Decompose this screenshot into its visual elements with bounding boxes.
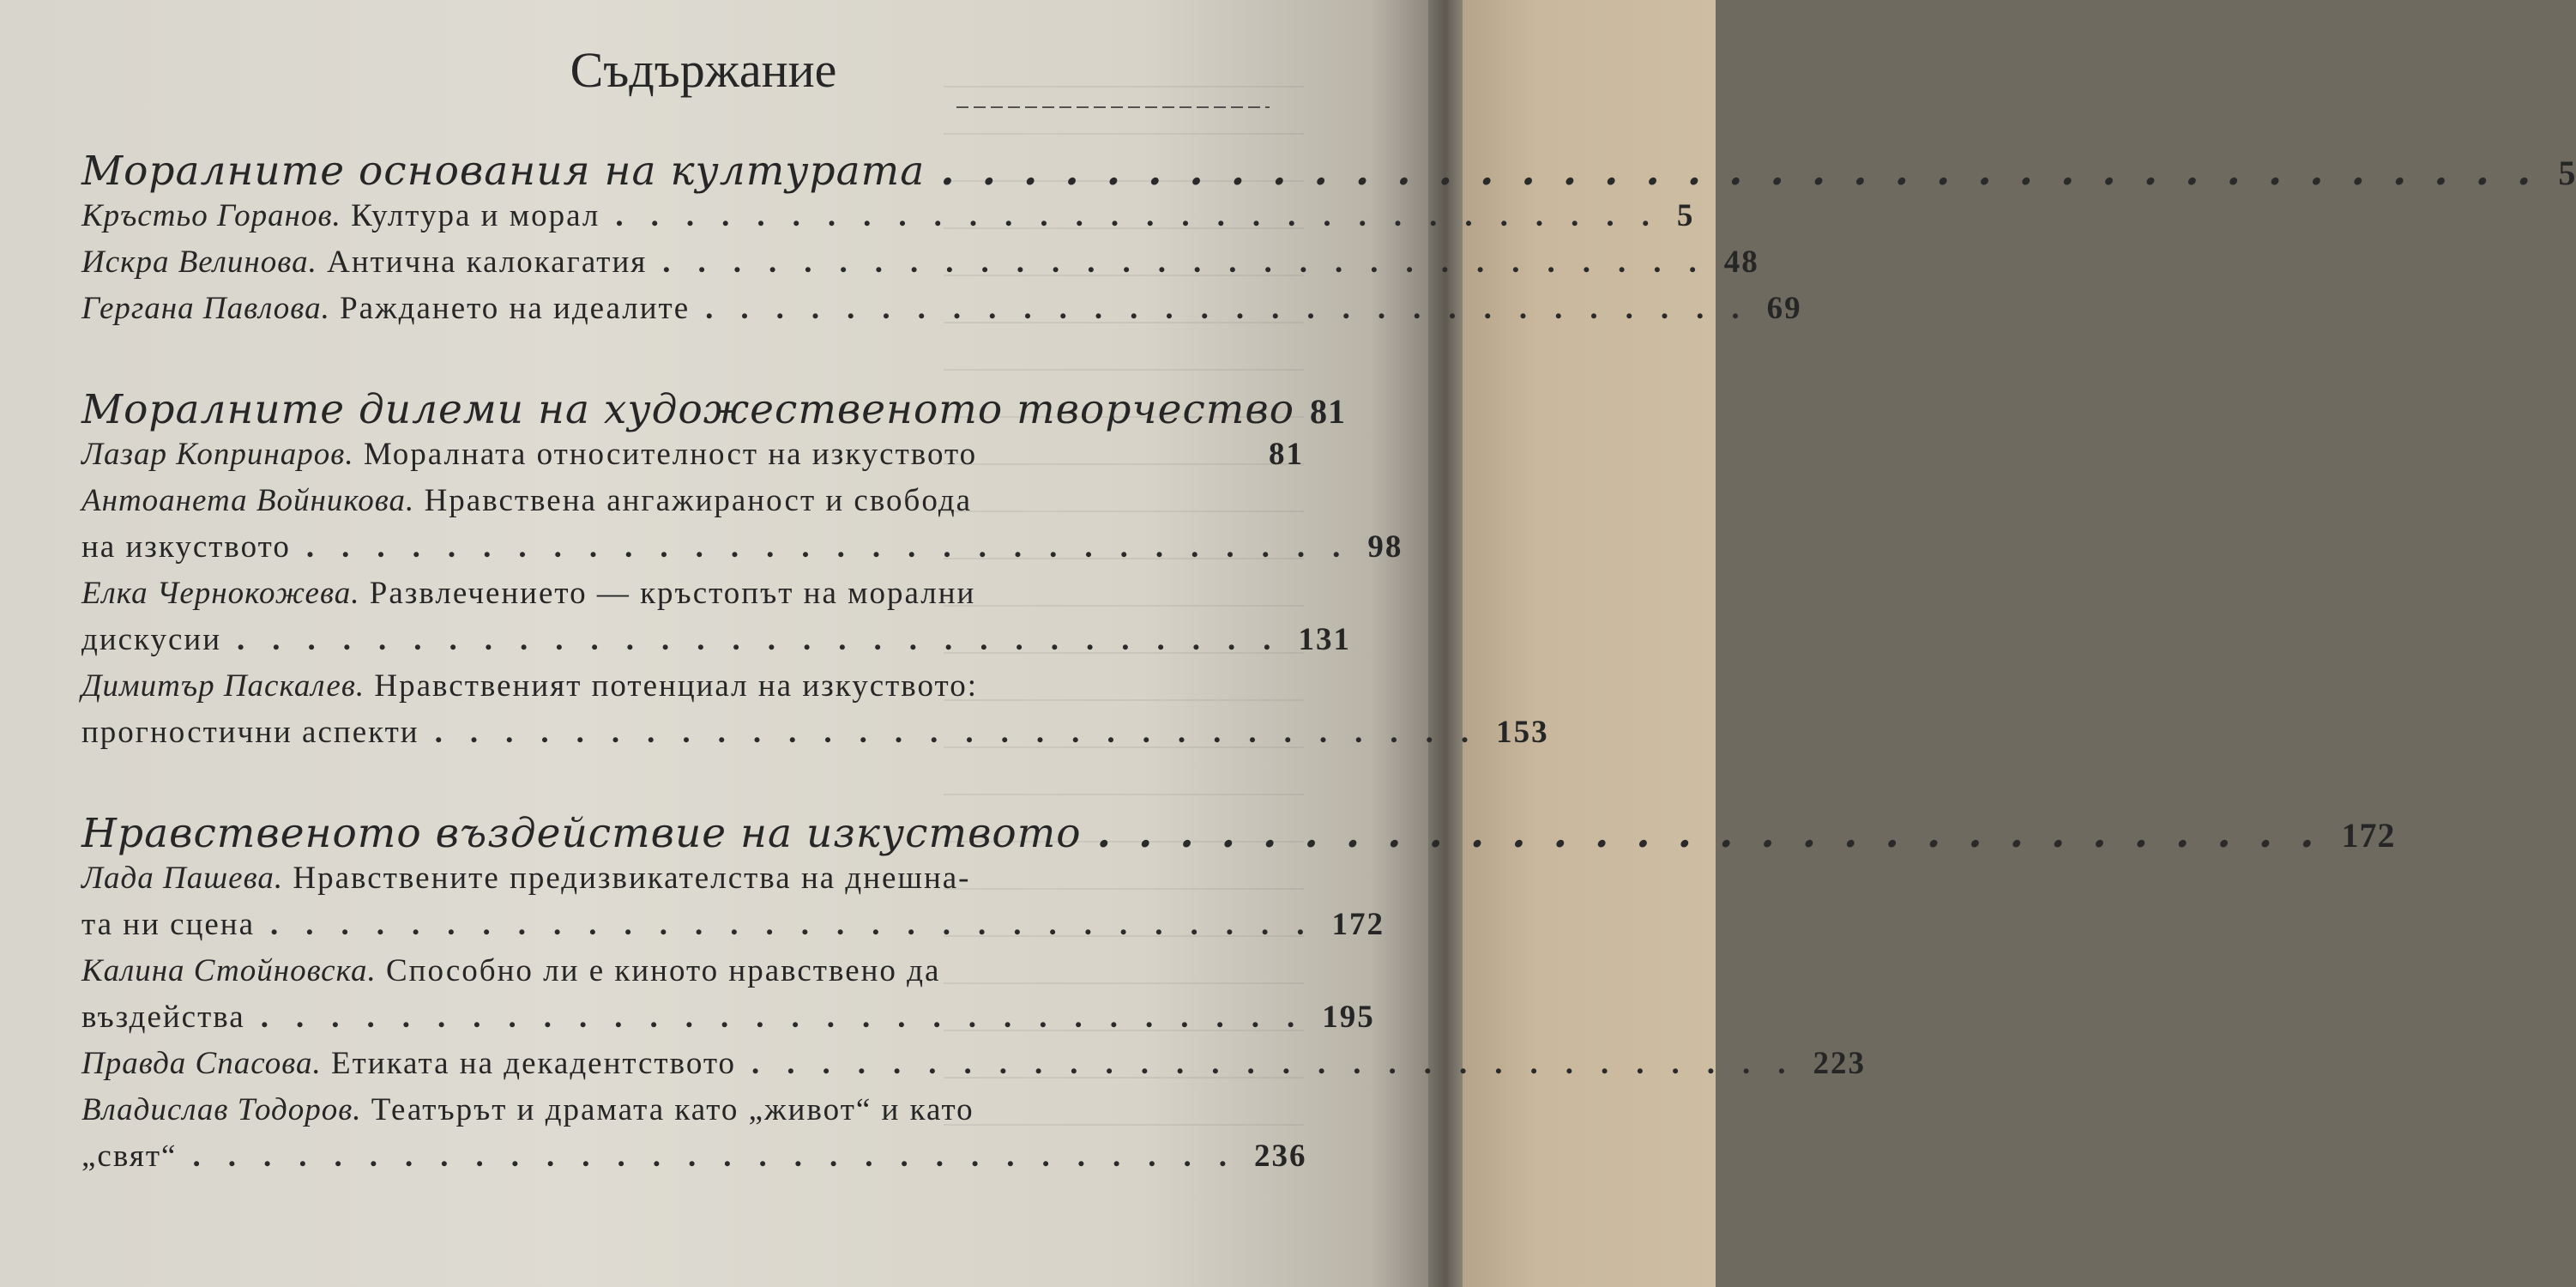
dot-leader: .............................. [305, 529, 1368, 565]
entry-title: Моралната относителност на изкуството [363, 437, 978, 472]
entry-title-continuation: „свят“ [81, 1139, 178, 1174]
page-number: 131 [1298, 622, 1352, 657]
entry-author: Кръстьо Горанов. [81, 198, 341, 233]
entry-title-continuation: та ни сцена [81, 907, 256, 942]
dot-leader: .............................. [615, 198, 1677, 233]
dot-leader: .............................. [662, 245, 1724, 280]
toc-entry [81, 290, 1802, 336]
entry-title-continuation: въздейства [81, 1000, 245, 1035]
toc-entry [81, 1091, 1304, 1138]
page-number: 172 [2341, 816, 2396, 855]
page-number: 153 [1496, 715, 1549, 750]
entry-title: Култура и морал [351, 198, 600, 233]
dot-leader: .............................. [705, 291, 1767, 326]
page-number: 195 [1322, 1000, 1375, 1035]
dot-leader: .............................. [260, 1000, 1323, 1035]
toc-entry [81, 952, 1304, 999]
toc-entry [81, 436, 1304, 482]
table-of-contents [81, 148, 2576, 1184]
toc-entry [81, 197, 1695, 244]
dot-leader: .............................. [192, 1139, 1254, 1174]
page-number: 69 [1766, 291, 1802, 326]
entry-title-continuation: прогностични аспекти [81, 715, 419, 750]
toc-section-heading [81, 148, 2576, 197]
entry-title: Нравствените предизвикателства на днешна- [293, 861, 971, 896]
dot-leader: .............................. [434, 715, 1497, 750]
entry-title: Етиката на декадентството [331, 1046, 737, 1081]
dot-leader: .............................. [237, 622, 1299, 657]
page-number: 48 [1723, 245, 1759, 280]
page-number: 223 [1813, 1046, 1867, 1081]
section-title: Нравственото въздействие на изкуството [81, 810, 1082, 857]
toc-entry [81, 482, 1304, 529]
page-number: 81 [1269, 437, 1304, 472]
entry-author: Антоанета Войникова. [81, 483, 415, 518]
page-title: Съдържание [570, 42, 837, 98]
toc-section-heading [81, 386, 1347, 436]
entry-title: Способно ли е киното нравствено да [385, 953, 941, 988]
toc-entry-continuation [81, 999, 1375, 1045]
entry-author: Гергана Павлова. [81, 291, 330, 326]
entry-title-continuation: на изкуството [81, 529, 291, 565]
entry-title: Развлечението — кръстопът на морални [369, 576, 976, 611]
entry-author: Лазар Копринаров. [81, 437, 354, 472]
entry-title: Нравственият потенциал на изкуството: [374, 668, 979, 704]
toc-entry [81, 1045, 1867, 1091]
entry-title: Антична калокагатия [327, 245, 648, 280]
toc-entry-continuation [81, 621, 1352, 668]
toc-entry-continuation [81, 529, 1403, 575]
toc-section-heading [81, 810, 2396, 860]
page-number: 5 [2558, 154, 2576, 192]
entry-title: Раждането на идеалите [340, 291, 691, 326]
page-number: 5 [1676, 198, 1695, 233]
entry-title-continuation: дискусии [81, 622, 222, 657]
toc-entry [81, 575, 1304, 621]
entry-author: Владислав Тодоров. [81, 1092, 362, 1127]
dot-leader: .............................. [270, 907, 1332, 942]
section-title: Моралните дилеми на художественото творчество [81, 386, 1295, 433]
toc-entry [81, 668, 1304, 714]
page-number: 172 [1331, 907, 1385, 942]
entry-title: Нравствена ангажираност и свобода [424, 483, 973, 518]
entry-author: Правда Спасова. [81, 1046, 322, 1081]
page-number: 98 [1367, 529, 1403, 565]
printed-rule [956, 106, 1270, 108]
section-title: Моралните основания на културата [81, 148, 926, 195]
entry-author: Лада Пашева. [81, 861, 284, 896]
dot-leader: ....................................... [940, 148, 2559, 195]
toc-entry [81, 860, 1304, 906]
toc-entry-continuation [81, 1138, 1307, 1184]
entry-author: Елка Чернокожева. [81, 576, 360, 611]
page-number: 236 [1253, 1139, 1307, 1174]
page-number: 81 [1310, 392, 1347, 431]
entry-title: Театърът и драмата като „живот“ и като [371, 1092, 974, 1127]
entry-author: Калина Стойновска. [81, 953, 377, 988]
toc-entry-continuation [81, 714, 1549, 760]
entry-author: Димитър Паскалев. [81, 668, 365, 704]
toc-entry-continuation [81, 906, 1385, 952]
toc-entry [81, 244, 1759, 290]
dot-leader: .............................. [1096, 810, 2342, 857]
dot-leader: .............................. [751, 1046, 1813, 1081]
entry-author: Искра Велинова. [81, 245, 317, 280]
